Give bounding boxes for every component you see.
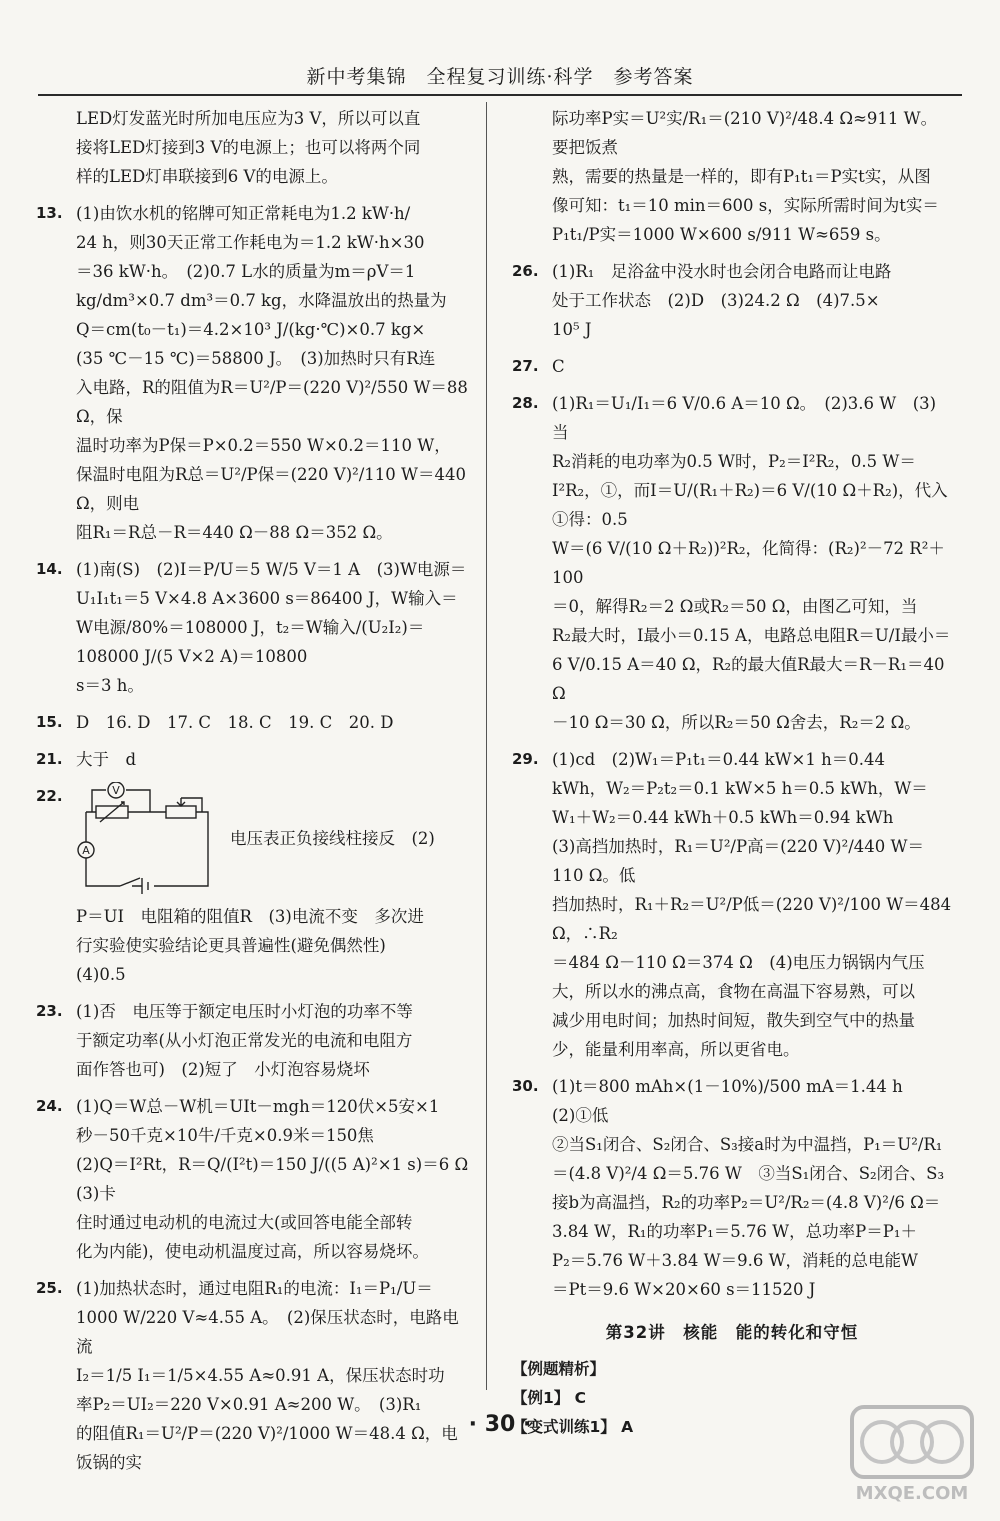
resistance-box-arrow <box>100 802 124 822</box>
answer-line: kg/dm³×0.7 dm³＝0.7 kg，水降温放出的热量为 <box>76 291 447 310</box>
answer-continuation <box>36 104 472 191</box>
answer-line: W₁＋W₂＝0.44 kWh＋0.5 kWh＝0.94 kWh <box>552 808 894 827</box>
answer-line: (1)R₁＝U₁/I₁＝6 V/0.6 A＝10 Ω。 (2)3.6 W (3)当 <box>552 394 937 442</box>
answer-line: 3.84 W，R₁的功率P₁＝5.76 W，总功率P＝P₁＋ <box>552 1222 917 1241</box>
answer-line: 6 V/0.15 A＝40 Ω，R₂的最大值R最大＝R－R₁＝40 Ω <box>552 655 945 703</box>
voltmeter-label: V <box>112 784 120 797</box>
answer-line: I²R₂，①，而I＝U/(R₁＋R₂)＝6 V/(10 Ω＋R₂)，代入①得：0.5 <box>552 481 948 529</box>
answer-line: D 16. D 17. C 18. C 19. C 20. D <box>76 713 394 732</box>
header-rule <box>38 94 962 96</box>
question-number: 23. <box>36 1002 63 1020</box>
answer-item <box>512 1072 952 1304</box>
answer-line: 化为内能)，使电动机温度过高，所以容易烧坏。 <box>76 1242 429 1261</box>
answer-line: R₂最大时，I最小＝0.15 A，电路总电阻R＝U/I最小＝ <box>552 626 951 645</box>
answer-line: 于额定功率(从小灯泡正常发光的电流和电阻方 <box>76 1031 413 1050</box>
question-number: 14. <box>36 560 63 578</box>
answer-line: 少，能量利用率高，所以更省电。 <box>552 1040 800 1059</box>
answer-item <box>36 199 472 547</box>
answer-line: 温时功率为P保＝P×0.2＝550 W×0.2＝110 W， <box>76 436 451 455</box>
example-answer: 【例题精析】 <box>512 1360 606 1378</box>
answer-line: 入电路，R的阻值为R＝U²/P＝(220 V)²/550 W＝88 Ω，保 <box>76 378 468 426</box>
example-answer: 【变式训练1】 A <box>512 1418 634 1436</box>
answer-item <box>512 745 952 1064</box>
answer-line: 大，所以水的沸点高，食物在高温下容易熟，可以 <box>552 982 915 1001</box>
question-number: 25. <box>36 1279 63 1297</box>
answer-line: ＝484 Ω－110 Ω＝374 Ω (4)电压力锅锅内气压 <box>552 953 925 972</box>
answer-line: 处于工作状态 (2)D (3)24.2 Ω (4)7.5× <box>552 291 880 310</box>
answer-line: (1)由饮水机的铭牌可知正常耗电为1.2 kW·h/ <box>76 204 411 223</box>
answer-line: ＝36 kW·h。 (2)0.7 L水的质量为m＝ρV＝1 <box>76 262 416 281</box>
answer-line: 24 h，则30天正常工作耗电为＝1.2 kW·h×30 <box>76 233 425 252</box>
header-title: 新中考集锦 全程复习训练·科学 参考答案 <box>306 66 694 88</box>
right-column <box>512 104 952 1442</box>
answer-item <box>512 257 952 344</box>
answer-line: 大于 d <box>76 750 137 769</box>
answer-line: 保温时电阻为R总＝U²/P保＝(220 V)²/110 W＝440 Ω，则电 <box>76 465 466 513</box>
answer-line: 率P₂＝UI₂＝220 V×0.91 A≈200 W。 (3)R₁ <box>76 1395 422 1414</box>
answer-item <box>36 1092 485 1266</box>
answer-line: R₂消耗的电功率为0.5 W时，P₂＝I²R₂，0.5 W＝ <box>552 452 916 471</box>
answer-line: (1)加热状态时，通过电阻R₁的电流：I₁＝P₁/U＝ <box>76 1279 433 1298</box>
page-number: · 30 · <box>468 1412 532 1437</box>
question-number: 27. <box>512 357 539 375</box>
answer-line: (1)t＝800 mAh×(1－10%)/500 mA＝1.44 h (2)①低 <box>552 1077 920 1125</box>
answer-item <box>512 389 952 737</box>
answer-line: 熟，需要的热量是一样的，即有P₁t₁＝P实t实，从图 <box>552 167 931 186</box>
answer-line: 秒－50千克×10牛/千克×0.9米＝150焦 <box>76 1126 374 1145</box>
rheostat-slider <box>177 798 202 812</box>
answer-line: W电源/80%＝108000 J，t₂＝W输入/(U₂I₂)＝108000 J/(5 V×2 A)＝10800 <box>76 618 425 666</box>
answer-line: 像可知：t₁＝10 min＝600 s，实际所需时间为t实＝ <box>552 196 939 215</box>
answer-line: 电压表正负接线柱接反 (2) <box>230 828 435 848</box>
answer-line: 10⁵ J <box>552 320 592 339</box>
question-number: 15. <box>36 713 63 731</box>
column-divider <box>486 102 487 1390</box>
answer-continuation <box>512 104 952 249</box>
example-answer: 【例1】 C <box>512 1389 587 1407</box>
question-number: 29. <box>512 750 539 768</box>
circuit-wire <box>86 812 208 886</box>
answer-line: 行实验使实验结论更具普遍性(避免偶然性) <box>76 936 386 955</box>
answer-line: (4)0.5 <box>76 965 126 984</box>
answer-line: －10 Ω＝30 Ω，所以R₂＝50 Ω舍去，R₂＝2 Ω。 <box>552 713 921 732</box>
answer-item <box>512 352 952 381</box>
circuit-row <box>76 782 472 894</box>
ammeter-label: A <box>82 844 90 857</box>
answer-line: (1)南(S) (2)I＝P/U＝5 W/5 V＝1 A (3)W电源＝ <box>76 560 467 579</box>
answer-line: (1)否 电压等于额定电压时小灯泡的功率不等 <box>76 1002 413 1021</box>
watermark-logo <box>844 1403 980 1507</box>
answer-line: P₂＝5.76 W＋3.84 W＝9.6 W，消耗的总电能W <box>552 1251 919 1270</box>
answer-item <box>36 997 472 1084</box>
question-number: 21. <box>36 750 63 768</box>
answer-line: I₂＝1/5 I₁＝1/5×4.55 A≈0.91 A，保压状态时功 <box>76 1366 445 1385</box>
answer-item <box>36 1274 472 1477</box>
answer-line: s＝3 h。 <box>76 676 144 695</box>
answer-line: 挡加热时，R₁＋R₂＝U²/P低＝(220 V)²/100 W＝484 Ω，∴R₂ <box>552 895 952 943</box>
answer-line: P₁t₁/P实＝1000 W×600 s/911 W≈659 s。 <box>552 225 891 244</box>
answer-continuation <box>36 902 472 989</box>
answer-line: 样的LED灯串联接到6 V的电源上。 <box>76 167 338 186</box>
answer-line: ＝0，解得R₂＝2 Ω或R₂＝50 Ω，由图乙可知，当 <box>552 597 918 616</box>
answer-line: 的阻值R₁＝U²/P＝(220 V)²/1000 W＝48.4 Ω，电饭锅的实 <box>76 1424 458 1472</box>
question-number: 28. <box>512 394 539 412</box>
answer-line: P＝UI 电阻箱的阻值R (3)电流不变 多次进 <box>76 907 424 926</box>
battery-symbol <box>142 878 148 894</box>
question-number: 13. <box>36 204 63 222</box>
answer-item <box>36 745 472 774</box>
answer-line: (1)cd (2)W₁＝P₁t₁＝0.44 kW×1 h＝0.44 <box>552 750 885 769</box>
answer-line: ＝(4.8 V)²/4 Ω＝5.76 W ③当S₁闭合、S₂闭合、S₃ <box>552 1164 945 1183</box>
circuit-diagram <box>76 782 216 894</box>
rheostat-symbol <box>166 806 196 818</box>
answer-line: 1000 W/220 V≈4.55 A。 (2)保压状态时，电路电流 <box>76 1308 459 1356</box>
question-number: 30. <box>512 1077 539 1095</box>
answer-line: 接b为高温挡，R₂的功率P₂＝U²/R₂＝(4.8 V)²/6 Ω＝ <box>552 1193 941 1212</box>
answer-item <box>36 782 472 894</box>
svg-text:MXQE.COM: MXQE.COM <box>855 1483 969 1504</box>
left-column <box>36 104 485 1485</box>
answer-line: 面作答也可) (2)短了 小灯泡容易烧坏 <box>76 1060 370 1079</box>
answer-line: kWh，W₂＝P₂t₂＝0.1 kW×5 h＝0.5 kWh，W＝ <box>552 779 928 798</box>
question-number: 22. <box>36 787 63 805</box>
answer-line: (1)Q＝W总－W机＝UIt－mgh＝120伏×5安×1 <box>76 1097 440 1116</box>
answer-line: (3)高挡加热时，R₁＝U²/P高＝(220 V)²/440 W＝110 Ω。低 <box>552 837 924 885</box>
answer-line: U₁I₁t₁＝5 V×4.8 A×3600 s＝86400 J，W输入＝ <box>76 589 458 608</box>
answer-line: Q＝cm(t₀－t₁)＝4.2×10³ J/(kg·℃)×0.7 kg× <box>76 320 426 339</box>
section-title: 第32讲 核能 能的转化和守恒 <box>605 1323 859 1342</box>
answer-line: (1)R₁ 足浴盆中没水时也会闭合电路而让电路 <box>552 262 892 281</box>
answer-line: (35 ℃－15 ℃)＝58800 J。 (3)加热时只有R连 <box>76 349 436 368</box>
answer-line: 阻R₁＝R总－R＝440 Ω－88 Ω＝352 Ω。 <box>76 523 393 542</box>
watermark-stamp-icon <box>844 1403 980 1507</box>
answer-line: 际功率P实＝U²实/R₁＝(210 V)²/48.4 Ω≈911 W。要把饭煮 <box>552 109 938 157</box>
answer-item <box>36 555 472 700</box>
question-number: 26. <box>512 262 539 280</box>
answer-item <box>36 708 472 737</box>
answer-line: 住时通过电动机的电流过大(或回答电能全部转 <box>76 1213 413 1232</box>
answer-line: C <box>552 357 565 376</box>
answer-line: W＝(6 V/(10 Ω＋R₂))²R₂，化简得：(R₂)²－72 R²＋100 <box>552 539 945 587</box>
answer-line: 接将LED灯接到3 V的电源上；也可以将两个同 <box>76 138 421 157</box>
answer-line: 减少用电时间；加热时间短，散失到空气中的热量 <box>552 1011 915 1030</box>
question-number: 24. <box>36 1097 63 1115</box>
answer-line: ②当S₁闭合、S₂闭合、S₃接a时为中温挡，P₁＝U²/R₁ <box>552 1135 943 1154</box>
answer-line: ＝Pt＝9.6 W×20×60 s＝11520 J <box>552 1280 816 1299</box>
answer-line: LED灯发蓝光时所加电压应为3 V，所以可以直 <box>76 109 421 128</box>
voltmeter-wire <box>92 790 150 812</box>
answer-line: (2)Q＝I²Rt，R＝Q/(I²t)＝150 J/((5 A)²×1 s)＝6 Ω (3)卡 <box>76 1155 485 1203</box>
